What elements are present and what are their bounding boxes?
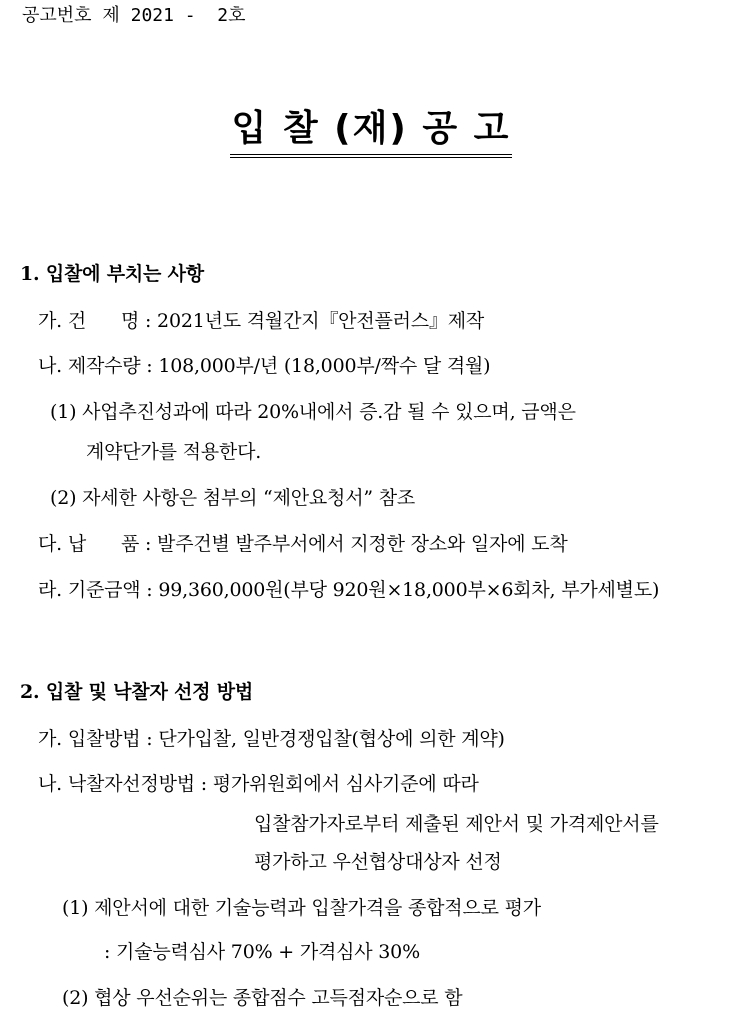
section2-note2: (2) 협상 우선순위는 종합점수 고득점자순으로 함: [62, 987, 463, 1009]
section1-item-quantity: 나. 제작수량 : 108,000부/년 (18,000부/짝수 달 격월): [38, 355, 491, 377]
section2-item-selection-method: 나. 낙찰자선정방법 : 평가위원회에서 심사기준에 따라: [38, 773, 479, 795]
section1-item-delivery: 다. 납 품 : 발주건별 발주부서에서 지정한 장소와 일자에 도착: [38, 533, 568, 555]
section2-note1: (1) 제안서에 대한 기술능력과 입찰가격을 종합적으로 평가: [62, 897, 541, 919]
section2-item-selection-line3: 평가하고 우선협상대상자 선정: [254, 851, 502, 873]
section1-item-base-amount: 라. 기준금액 : 99,360,000원(부당 920원×18,000부×6회차, 부가세별도): [38, 579, 660, 601]
document-title: 입 찰 (재) 공 고: [230, 104, 513, 158]
section1-note2: (2) 자세한 사항은 첨부의 “제안요청서” 참조: [50, 487, 416, 509]
title-area: [0, 104, 730, 158]
section1-note1-line2: 계약단가를 적용한다.: [86, 441, 262, 463]
section2-item-bid-method: 가. 입찰방법 : 단가입찰, 일반경쟁입찰(협상에 의한 계약): [38, 728, 505, 750]
section1-heading: 1. 입찰에 부치는 사항: [20, 263, 204, 285]
section2-heading: 2. 입찰 및 낙찰자 선정 방법: [20, 681, 254, 703]
section1-note1-line1: (1) 사업추진성과에 따라 20%내에서 증.감 될 수 있으며, 금액은: [50, 401, 576, 423]
section2-item-selection-line2: 입찰참가자로부터 제출된 제안서 및 가격제안서를: [254, 813, 659, 835]
notice-number: 공고번호 제 2021 - 2호: [22, 5, 246, 26]
section1-item-name: 가. 건 명 : 2021년도 격월간지『안전플러스』제작: [38, 310, 485, 332]
section2-note1-detail: : 기술능력심사 70% + 가격심사 30%: [104, 941, 420, 963]
